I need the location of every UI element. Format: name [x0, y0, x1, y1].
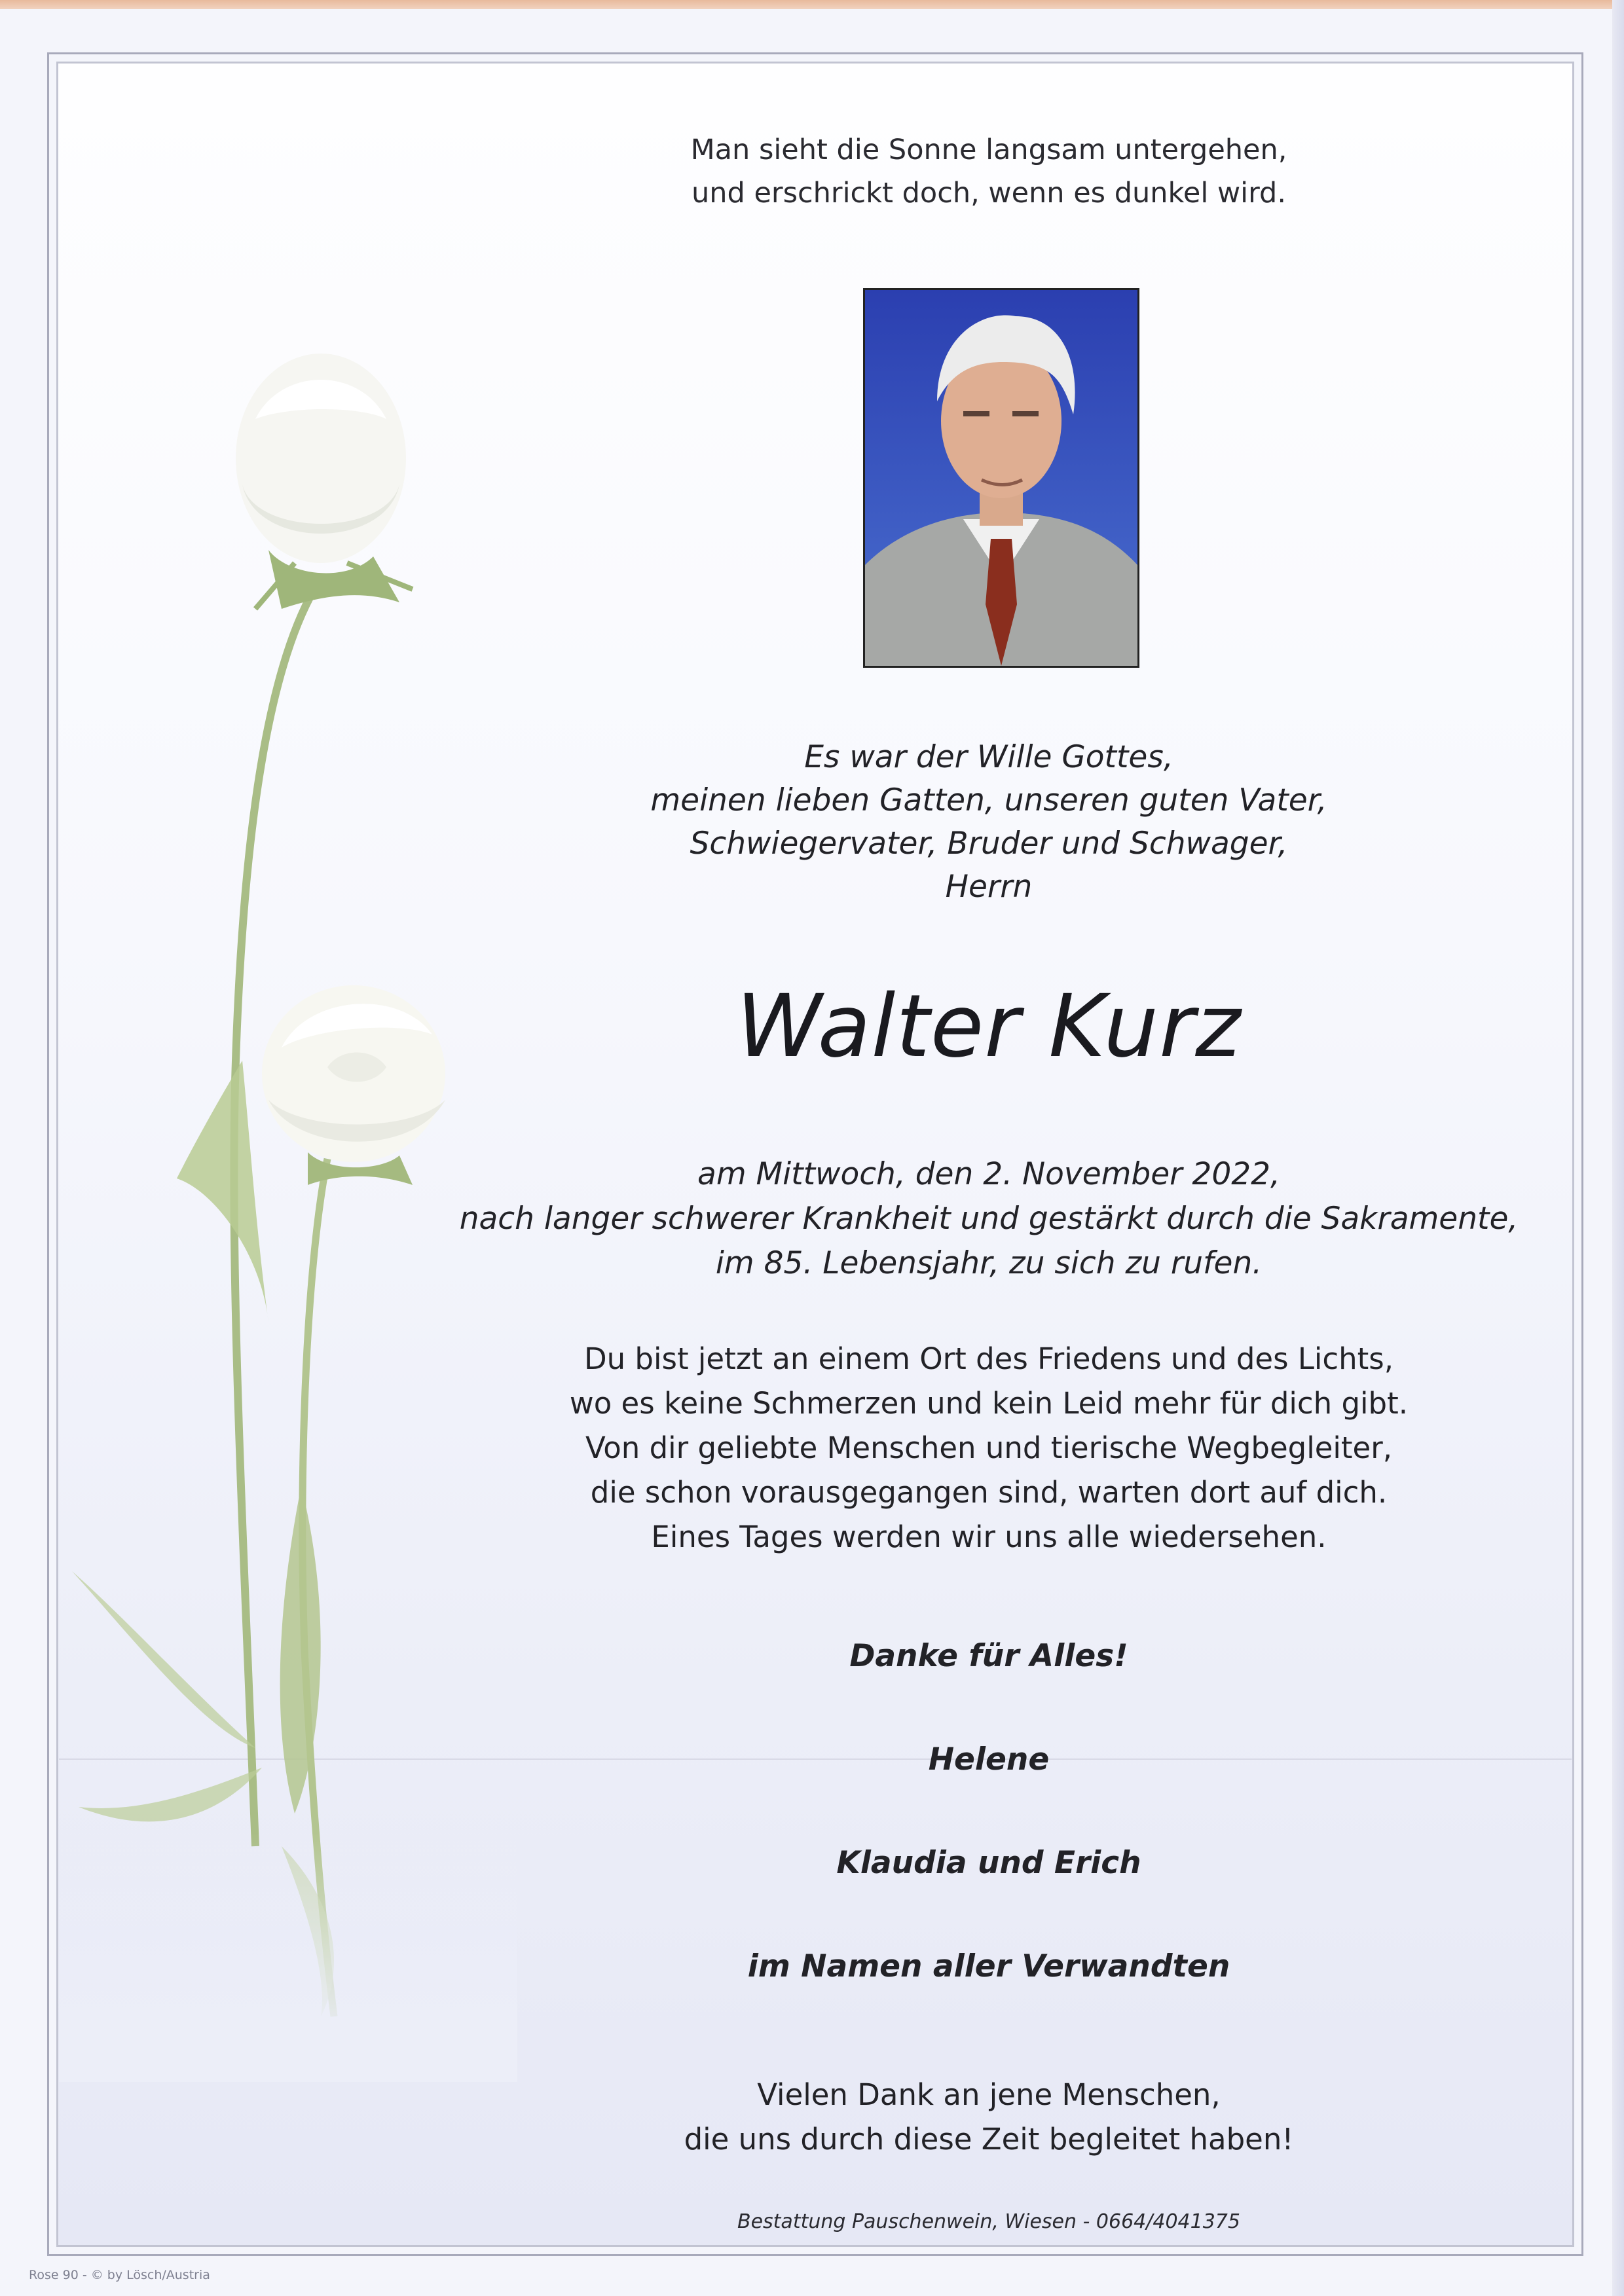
- rose-bud-top: [236, 354, 413, 609]
- top-edge-strip: [0, 0, 1624, 9]
- portrait-photo: [863, 288, 1139, 668]
- flower-fade-overlay: [59, 1833, 517, 2082]
- intro-line: Es war der Wille Gottes,: [804, 739, 1173, 775]
- deceased-name: Walter Kurz: [736, 976, 1242, 1077]
- closing-line: die uns durch diese Zeit begleitet haben!: [684, 2122, 1294, 2157]
- image-credit: Rose 90 - © by Lösch/Austria: [29, 2268, 210, 2282]
- death-notice-line: am Mittwoch, den 2. November 2022,: [697, 1156, 1280, 1192]
- intro-text: [458, 736, 1519, 909]
- rose-open-bottom: [262, 985, 445, 1185]
- death-notice: [458, 1152, 1519, 1286]
- intro-line: meinen lieben Gatten, unseren guten Vater,: [650, 782, 1327, 818]
- poem-line: Du bist jetzt an einem Ort des Friedens und des Lichts,: [583, 1341, 1394, 1376]
- intro-line: Herrn: [945, 869, 1033, 905]
- death-notice-line: nach langer schwerer Krankheit und gestärkt durch die Sakramente,: [459, 1201, 1519, 1237]
- signature-wife: Helene: [928, 1741, 1050, 1777]
- poem-line: wo es keine Schmerzen und kein Leid mehr für dich gibt.: [569, 1386, 1409, 1421]
- memorial-poem: [458, 1337, 1519, 1559]
- signature-relatives: im Namen aller Verwandten: [747, 1948, 1230, 1984]
- opening-quote: [458, 128, 1519, 215]
- signature-thanks-all: Danke für Alles!: [849, 1638, 1128, 1674]
- quote-line: Man sieht die Sonne langsam untergehen,: [690, 134, 1287, 166]
- closing-thanks: [458, 2073, 1519, 2162]
- poem-line: Von dir geliebte Menschen und tierische Wegbegleiter,: [585, 1430, 1393, 1465]
- death-notice-line: im 85. Lebensjahr, zu sich zu rufen.: [715, 1245, 1263, 1281]
- right-edge-strip: [1612, 0, 1624, 2296]
- quote-line: und erschrickt doch, wenn es dunkel wird.: [692, 177, 1286, 210]
- closing-line: Vielen Dank an jene Menschen,: [757, 2077, 1221, 2112]
- white-rose-illustration: [46, 340, 504, 2043]
- poem-line: die schon vorausgegangen sind, warten dort auf dich.: [590, 1475, 1388, 1510]
- signature-children: Klaudia und Erich: [836, 1845, 1141, 1881]
- poem-line: Eines Tages werden wir uns alle wiedersehen.: [651, 1520, 1327, 1554]
- undertaker-contact: Bestattung Pauschenwein, Wiesen - 0664/4041375: [737, 2210, 1240, 2233]
- intro-line: Schwiegervater, Bruder und Schwager,: [690, 826, 1288, 862]
